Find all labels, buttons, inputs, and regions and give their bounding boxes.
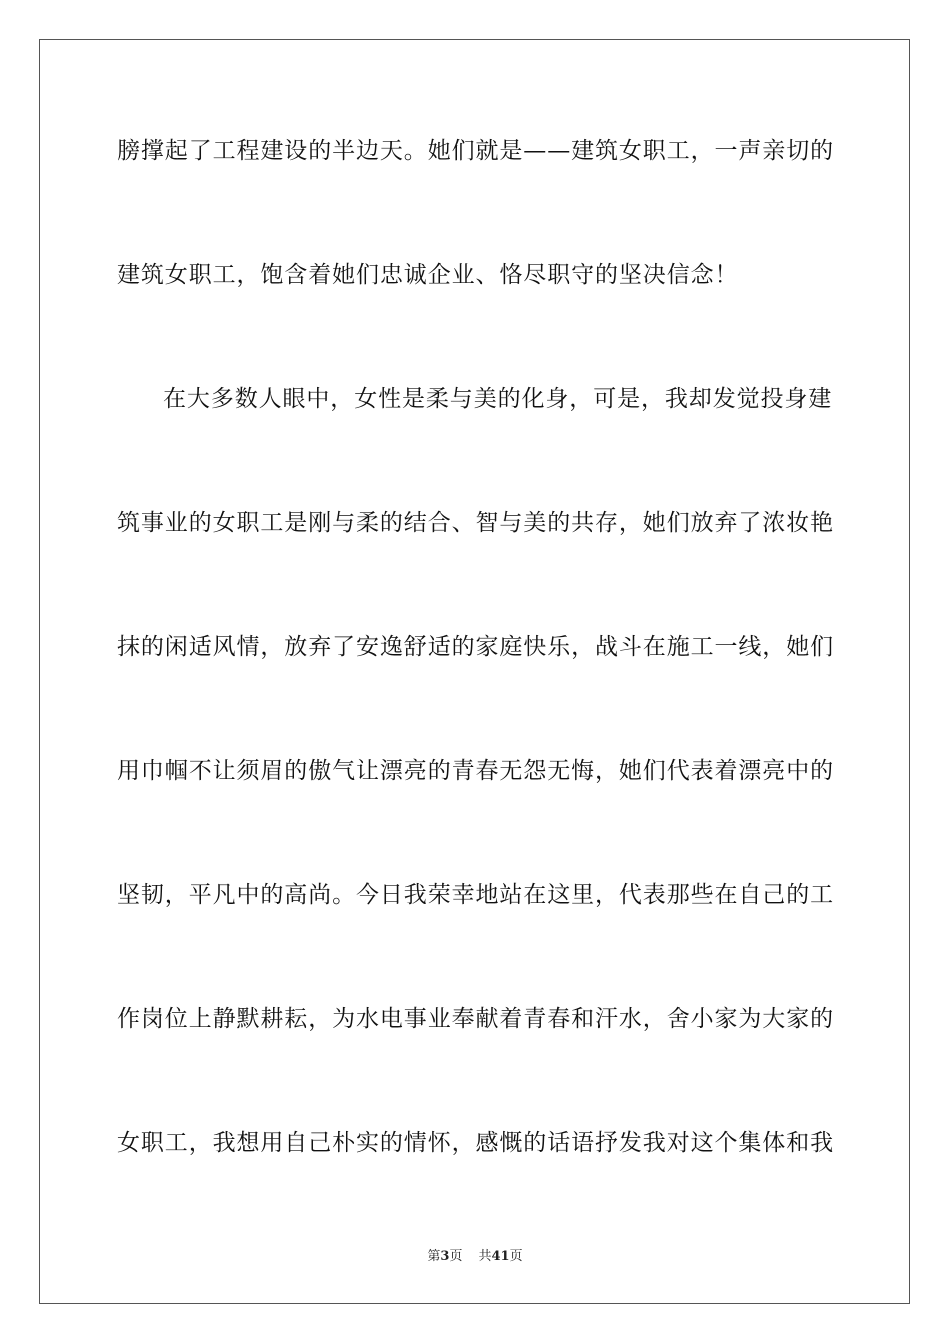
page-number: 3 <box>440 1249 450 1264</box>
total-suffix: 页 <box>509 1249 523 1264</box>
text-line-4: 筑事业的女职工是刚与柔的结合、智与美的共存，她们放弃了浓妆艳 <box>117 510 834 536</box>
total-pages: 41 <box>491 1249 510 1264</box>
total-prefix: 共 <box>478 1249 492 1264</box>
page-border <box>39 39 910 1304</box>
text-line-7: 坚韧，平凡中的高尚。今日我荣幸地站在这里，代表那些在自己的工 <box>117 882 834 908</box>
text-line-6: 用巾帼不让须眉的傲气让漂亮的青春无怨无悔，她们代表着漂亮中的 <box>117 758 834 784</box>
text-line-9: 女职工，我想用自己朴实的情怀，感慨的话语抒发我对这个集体和我 <box>117 1130 834 1156</box>
page-prefix: 第 <box>427 1249 441 1264</box>
text-line-1: 膀撑起了工程建设的半边天。她们就是——建筑女职工，一声亲切的 <box>117 138 834 164</box>
text-line-8: 作岗位上静默耕耘，为水电事业奉献着青春和汗水，舍小家为大家的 <box>117 1006 834 1032</box>
page-footer <box>0 1248 950 1266</box>
text-line-2: 建筑女职工，饱含着她们忠诚企业、恪尽职守的坚决信念！ <box>117 262 739 288</box>
text-line-3: 在大多数人眼中，女性是柔与美的化身，可是，我却发觉投身建 <box>163 386 833 412</box>
text-line-5: 抹的闲适风情，放弃了安逸舒适的家庭快乐，战斗在施工一线，她们 <box>117 634 834 660</box>
page-suffix: 页 <box>449 1249 463 1264</box>
